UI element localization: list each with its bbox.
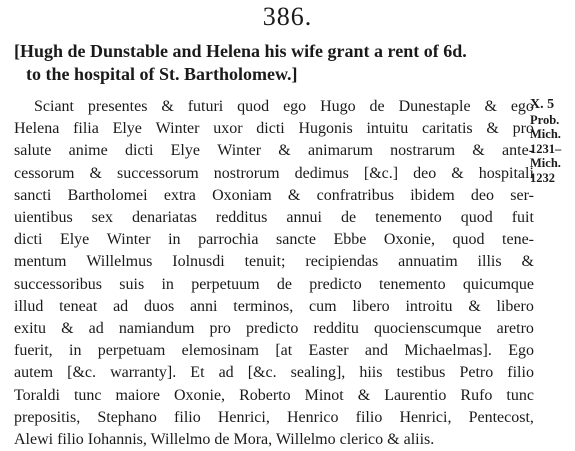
- margin-mich-1: Mich.: [530, 127, 561, 141]
- heading-line-1: [Hugh de Dunstable and Helena his wife grant a rent of 6d.: [14, 41, 467, 61]
- document-heading: [14, 40, 504, 86]
- heading-line-2: to the hospital of St. Bartholomew.]: [26, 64, 298, 84]
- margin-year-1: 1231–: [530, 141, 562, 156]
- text-line: sancti Bartholomei extra Oxoniam & confratribus ibidem deo ser-: [14, 186, 534, 204]
- text-line: successoribus suis in perpetuum de predicto tenemento quicumque: [14, 275, 534, 293]
- text-line: autem [&c. warranty]. Et ad [&c. sealing], hiis testibus Petro filio: [14, 364, 534, 382]
- text-line: illud teneat ad duos anni terminos, cum libero introitu & libero: [14, 297, 534, 315]
- margin-prob: Prob.: [530, 112, 560, 127]
- text-line: fuerit, in perpetuam elemosinam [at Easter and Michaelmas]. Ego: [14, 342, 534, 360]
- text-line: Helena filia Elye Winter uxor dicti Hugonis intuitu caritatis & pro: [14, 120, 534, 138]
- text-line: mentum Willelmus Iolnusdi tenuit; recipiendas annuatim illis &: [14, 253, 534, 271]
- text-line: Toraldi tunc maiore Oxonie, Roberto Minot & Laurentio Rufo tunc: [14, 386, 534, 404]
- margin-year-2: 1232: [530, 170, 555, 185]
- page-number: 386.: [262, 2, 313, 31]
- margin-note: [530, 98, 574, 185]
- text-line: dicti Elye Winter in parrochia sancte Ebbe Oxonie, quod tene-: [14, 231, 534, 249]
- text-line: exitu & ad namiandum pro predicto redditu quocienscumque aretro: [14, 320, 534, 338]
- text-line: salute anime dicti Elye Winter & animarum nostrarum & ante-: [14, 142, 534, 160]
- margin-mich-2: Mich.: [530, 156, 561, 170]
- margin-ref: X. 5: [530, 97, 555, 112]
- charter-text: [14, 96, 534, 451]
- text-line: cessorum & successorum nostrorum dedimus [&c.] deo & hospitali: [14, 164, 534, 182]
- text-line: Alewi filio Iohannis, Willelmo de Mora, Willelmo clerico & aliis.: [14, 431, 435, 449]
- text-line: uientibus sex denariatas redditus annui de tenemento quod fuit: [14, 209, 534, 227]
- text-line: Sciant presentes & futuri quod ego Hugo de Dunestaple & ego: [34, 98, 534, 115]
- text-line: prepositis, Stephano filio Henrici, Henrico filio Henrici, Pentecost,: [14, 408, 534, 426]
